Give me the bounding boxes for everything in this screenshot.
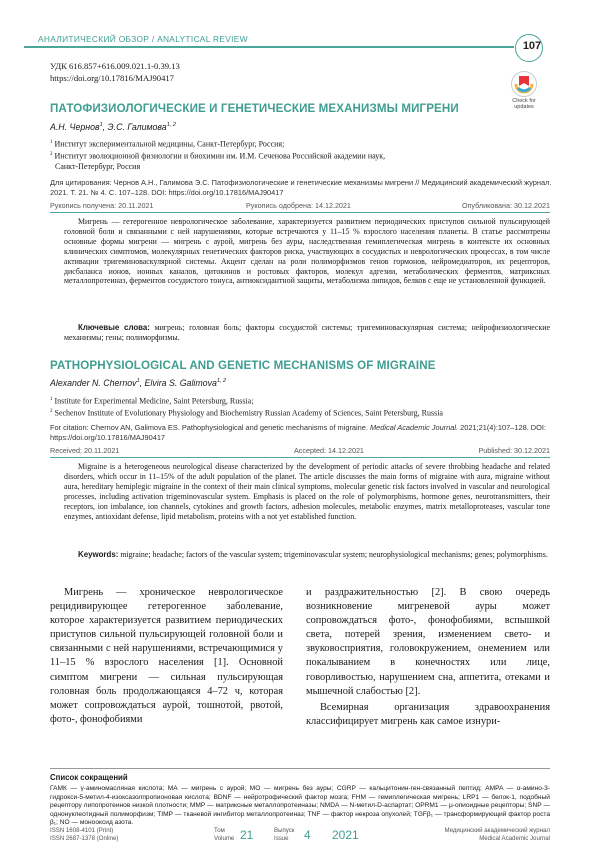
- author-1-sup: 1: [99, 122, 103, 129]
- author-1: Alexander N. Chernov: [50, 378, 137, 388]
- journal-name-ru: Медицинский академический журнал: [444, 827, 550, 834]
- affil-1-sup: 1: [50, 397, 53, 402]
- volume-label: [214, 827, 234, 842]
- page-header: [0, 0, 600, 50]
- volume-label-en: Volume: [214, 834, 235, 842]
- body-right-para-2: Всемирная организация здравоохранения классифицирует мигрень как самое изнури-: [306, 701, 550, 727]
- affil-2: Sechenov Institute of Evolutionary Physiology and Biochemistry Russian Academy of Sciences, Saint Petersburg, Russia: [52, 408, 443, 418]
- author-sep: ,: [102, 122, 108, 132]
- check-for-updates-badge[interactable]: [506, 70, 542, 116]
- abbreviations-title: Список сокращений: [50, 773, 128, 782]
- author-sep: ,: [139, 378, 145, 388]
- affiliations-ru: [50, 138, 550, 172]
- tom-label: Том: [214, 827, 225, 834]
- issn-print: ISSN 1608-4101 (Print): [50, 827, 114, 834]
- accepted-date: Accepted: 14.12.2021: [294, 446, 364, 455]
- issue-label-en: Issue: [274, 834, 289, 842]
- affiliations-en: [50, 395, 550, 419]
- citation-en-pre: For citation: Chernov AN, Galimova ES. Pathophysiological and genetic mechanisms of migraine.: [50, 423, 371, 432]
- page-footer: [50, 827, 550, 845]
- body-column-left: [50, 586, 283, 727]
- issn-block: [50, 827, 118, 842]
- crossmark-icon: [510, 70, 538, 98]
- volume-number: 21: [240, 828, 254, 842]
- crossmark-label-2: updates: [514, 104, 534, 110]
- received-date: Рукопись получена: 20.11.2021: [50, 201, 154, 210]
- abstract-en-text: Migraine is a heterogeneous neurological disease characterized by the development of periodic attacks of severe throbbing headache and related disorders, which occur in 11–15% of the adult population of the planet. The article discusses the main forms of migraine with aura, migraine without aura, hereditary hemiplegic migraine in the context of their main clinical symptoms, molecular genetic risk factors involved in vascular and neurological processes, including activation trigeminovascular system. Emphasis is placed on the role of polymorphisms, hormone genes, neurotransmitters, their receptors, ion imbalance, ion channels, cytokines and growth factors, adhesion molecules, metabolic enzymes, matrix metalloproteases, vascular tone enzymes, antioxidant defense, lipid metabolism, proteins with a not yet established function.: [64, 462, 550, 521]
- keywords-text: migraine; headache; factors of the vascular system; trigeminovascular system; neurophysiological mechanisms; genes; polymorphisms.: [118, 550, 548, 559]
- page-number: 107: [522, 40, 542, 52]
- issn-online: ISSN 2687-1378 (Online): [50, 834, 119, 842]
- issue-label: [274, 827, 294, 842]
- author-1: А.Н. Чернов: [50, 122, 100, 132]
- authors-en: [50, 378, 226, 388]
- udc-code: УДК 616.857+616.009.021.1-0.39.13: [50, 61, 180, 71]
- keywords-text: мигрень; головная боль; факторы сосудистой системы; тригеминоваскулярная система; нейрофизиологические механизмы; гены; полиморфизмы.: [64, 323, 550, 342]
- citation-en: [50, 423, 560, 442]
- author-2-sup: 1, 2: [166, 122, 176, 129]
- abstract-ru-text: Мигрень — гетерогенное неврологическое заболевание, характеризуется развитием периодических приступов сильной пульсирующей головной боли и связанными с ней нарушениями, которые встречаются у 11–15 % взрослого населения планеты. В статье рассмотрены основные формы мигрени — мигрень с аурой, мигрень без ауры, наследственная гемиплегическая мигрень в контексте их основных клинических симптомов, молекулярных генетических факторов риска, участвующих в сосудистых и неврологических процессах, в том числе активации тригеминоваскулярной системы. Акцент сделан на роли полиморфизмов генов гормонов, нейромедиаторов, их рецепторов, дисбаланса ионов, ионных каналов, цитокинов и ростовых факторов, молекул адгезии, метаболических ферментов, матриксных металлопротеиназ, ферментов сосудистого тонуса, антиоксидантной защиты, метаболизма липидов, белков с еще не установленной функцией.: [64, 217, 550, 286]
- accepted-date: Рукопись одобрена: 14.12.2021: [246, 201, 351, 210]
- body-left-text: Мигрень — хроническое неврологическое рецидивирующее гетерогенное заболевание, которое характеризуется развитием периодических приступов сильной пульсирующей головной боли и связанными с ней нарушениями, встречающимися у 11–15 % взрослого населения [1]. Основной симптом мигрени — сильная пульсирующая головная боль продолжающаяся 4–72 ч, которая может сопровождаться аурой, тошнотой, рвотой, фото-, фонофобиями: [50, 587, 283, 725]
- year: 2021: [332, 828, 359, 842]
- citation-ru: Для цитирования: Чернов А.Н., Галимова Э.С. Патофизиологические и генетические механизмы мигрени // Медицинский академический журнал. 2021. Т. 21. № 4. С. 107–128. DOI: https://doi.org/10.17816/MAJ90417: [50, 178, 552, 197]
- keywords-label: Keywords:: [78, 550, 119, 559]
- author-1-sup: 1: [136, 378, 140, 385]
- affil-1: Институт экспериментальной медицины, Санкт-Петербург, Россия;: [52, 139, 285, 149]
- affil-2: Институт эволюционной физиологии и биохимии им. И.М. Сеченова Российской академии наук,: [52, 151, 386, 161]
- author-2: Э.С. Галимова: [107, 122, 167, 132]
- affil-2-sup: 2: [50, 408, 53, 414]
- body-column-right: [306, 586, 550, 729]
- authors-ru: [50, 122, 176, 132]
- received-date: Received: 20.11.2021: [50, 446, 120, 455]
- vypusk-label: Выпуск: [274, 827, 295, 834]
- divider-en: [50, 457, 550, 458]
- abstract-ru: [64, 217, 550, 286]
- keywords-label: Ключевые слова:: [78, 323, 150, 332]
- author-2-sup: 1, 2: [216, 378, 227, 385]
- title-en: PATHOPHYSIOLOGICAL AND GENETIC MECHANISMS OF MIGRAINE: [50, 359, 436, 372]
- abbr-divider: [50, 768, 550, 769]
- author-2: Elvira S. Galimova: [144, 378, 217, 388]
- abbreviations-text: ГАМК — γ-аминомасляная кислота; МА — мигрень с аурой; МО — мигрень без ауры; CGRP — кальцитонин-ген-связанный пептид; AMPA — α-амино-3-гидрокси-5-метил-4-изоксазолпропионовая кислота; BDNF — нейротрофический фактор мозга; FHM — гемиплегическая мигрень; LRP1 — белок-1, подобный рецептору липопротеинов низкой плотности; MMP — матриксные металлопротеиназы; NMDA — N-метил-D-аспартат; OPRM1 — μ-опиоидные рецепторы; SNP — однонуклеотидный полиморфизм; TIMP — тканевой ингибитор металлопротеиназ; TNF — фактор некроза опухолей; TGFβ₁ — трансформирующий фактор роста β₁; NO — монооксид азота.: [50, 785, 550, 826]
- published-date: Published: 30.12.2021: [478, 446, 550, 455]
- citation-en-post: 2021;21(4):107–128. DOI: https://doi.org/10.17816/MAJ90417: [50, 423, 546, 442]
- doi-link[interactable]: https://doi.org/10.17816/MAJ90417: [50, 73, 174, 83]
- header-divider: [24, 46, 514, 48]
- divider-ru: [50, 212, 550, 213]
- journal-name: [444, 827, 550, 842]
- affil-2-cont: Санкт-Петербург, Россия: [55, 161, 141, 171]
- crossmark-label-1: Check for: [512, 98, 536, 104]
- keywords-en: [64, 550, 550, 560]
- citation-en-journal: Medical Academic Journal.: [370, 423, 459, 432]
- section-label: АНАЛИТИЧЕСКИЙ ОБЗОР / ANALYTICAL REVIEW: [38, 34, 248, 44]
- affil-1-sup: 1: [50, 140, 53, 145]
- issue-number: 4: [304, 828, 311, 842]
- keywords-ru: [64, 323, 550, 343]
- abstract-en: [64, 462, 550, 521]
- published-date: Опубликована: 30.12.2021: [461, 201, 550, 210]
- journal-name-en: Medical Academic Journal: [479, 834, 550, 842]
- affil-1: Institute for Experimental Medicine, Saint Petersburg, Russia;: [52, 396, 254, 406]
- title-ru: ПАТОФИЗИОЛОГИЧЕСКИЕ И ГЕНЕТИЧЕСКИЕ МЕХАНИЗМЫ МИГРЕНИ: [50, 102, 459, 115]
- body-right-para-1: и раздражительностью [2]. В свою очередь возникновение мигреневой ауры может сопровождаться фото-, фонофобиями, вспышкой света, потерей зрения, изменением свето- и звуковосприятия, головокружением, онемением или покалыванием в конечностях или лице, говорливостью, нарушением сна, аппетита, отеками и мышечной слабостью [2].: [306, 587, 550, 697]
- affil-2-sup: 2: [50, 151, 53, 157]
